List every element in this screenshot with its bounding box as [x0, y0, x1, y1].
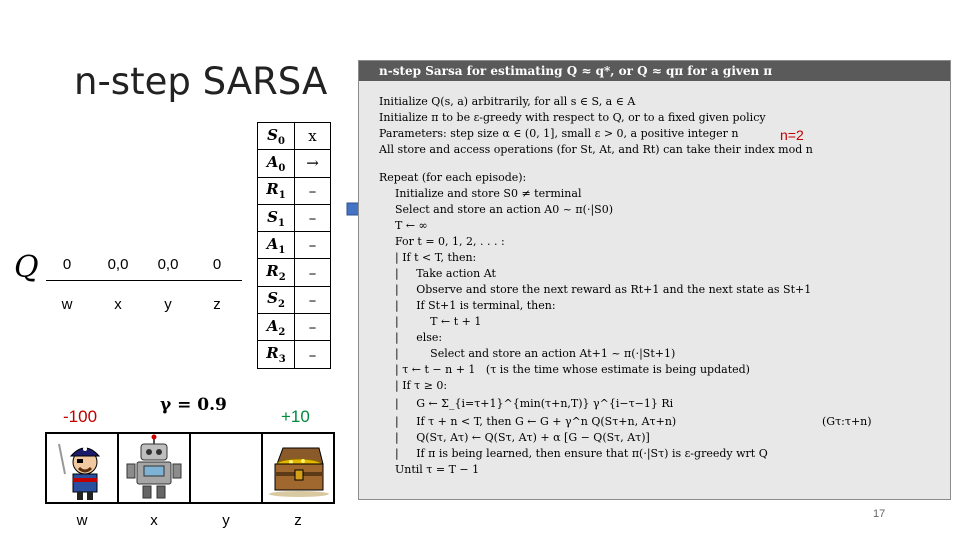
sar-value: – [295, 314, 331, 341]
sar-key: $A_2$ [258, 314, 295, 341]
table-row [258, 150, 331, 177]
algo-line: | else: [395, 331, 443, 344]
n-annotation: n=2 [780, 127, 804, 143]
table-row [258, 259, 331, 286]
algo-line: | Observe and store the next reward as Rt+1 and the next state as St+1 [395, 283, 812, 296]
sar-key: $R_2$ [258, 259, 295, 286]
reward-left: -100 [63, 407, 98, 426]
sar-value: → [295, 150, 331, 177]
sar-trajectory-table [257, 122, 331, 369]
q-state-x: x [114, 296, 122, 313]
algo-line: | τ ← t − n + 1 (τ is the time whose estimate is being updated) [395, 363, 750, 376]
grid-world [45, 432, 335, 504]
q-state-w: w [61, 296, 73, 313]
sar-key: $R_3$ [258, 341, 295, 368]
sar-key: $A_0$ [258, 150, 295, 177]
algo-line: Parameters: step size α ∈ (0, 1], small ε > 0, a positive integer n [379, 127, 739, 140]
algo-line: | G ← Σ_{i=τ+1}^{min(τ+n,T)} γ^{i−τ−1} Ri [395, 397, 674, 410]
algo-line: | If t < T, then: [395, 251, 477, 264]
sar-key: $S_1$ [258, 204, 295, 231]
table-row [258, 232, 331, 259]
q-value-x: 0,0 [107, 256, 129, 273]
grid-label-x: x [150, 512, 158, 529]
algo-line: | Q(Sτ, Aτ) ← Q(Sτ, Aτ) + α [G − Q(Sτ, Aτ)] [395, 431, 650, 444]
robot-icon [119, 434, 189, 502]
table-row [258, 177, 331, 204]
algo-line: | If τ ≥ 0: [395, 379, 448, 392]
algo-line: | If St+1 is terminal, then: [395, 299, 556, 312]
sar-key: $A_1$ [258, 232, 295, 259]
page-number: 17 [873, 508, 886, 520]
q-state-z: z [213, 296, 221, 313]
algo-line: | Take action At [395, 267, 496, 280]
sar-value: – [295, 232, 331, 259]
grid-cell-x [119, 434, 191, 502]
sar-value: – [295, 286, 331, 313]
grid-cell-z [263, 434, 333, 502]
algo-line: Initialize Q(s, a) arbitrarily, for all s ∈ S, a ∈ A [379, 95, 636, 108]
grid-label-y: y [222, 512, 230, 529]
algo-line: For t = 0, 1, 2, . . . : [395, 235, 505, 248]
sar-key: $S_0$ [258, 123, 295, 150]
reward-right: +10 [281, 407, 310, 426]
table-row [258, 314, 331, 341]
q-state-y: y [164, 296, 172, 313]
algo-line: Repeat (for each episode): [379, 171, 527, 184]
algorithm-box [358, 60, 951, 500]
sar-value: x [295, 123, 331, 150]
table-row [258, 204, 331, 231]
q-value-z: 0 [212, 256, 222, 273]
table-row [258, 123, 331, 150]
algo-line: Initialize π to be ε-greedy with respect to Q, or to a fixed given policy [379, 111, 766, 124]
algo-line: Select and store an action A0 ~ π(·|S0) [395, 203, 613, 216]
algo-line: T ← ∞ [395, 219, 428, 232]
slide-title: n-step SARSA [74, 60, 328, 103]
sar-value: – [295, 259, 331, 286]
q-divider [46, 280, 242, 281]
grid-label-w: w [76, 512, 88, 529]
algo-line: All store and access operations (for St, At, and Rt) can take their index mod n [379, 143, 813, 156]
q-value-y: 0,0 [157, 256, 179, 273]
q-label: Q [14, 250, 39, 285]
sar-key: $S_2$ [258, 286, 295, 313]
sar-value: – [295, 204, 331, 231]
pirate-icon [47, 434, 117, 502]
grid-cell-y [191, 434, 263, 502]
algo-line: Until τ = T − 1 [395, 463, 480, 476]
gamma-label: γ = 0.9 [160, 395, 227, 415]
grid-cell-w [47, 434, 119, 502]
algo-line: | If π is being learned, then ensure that π(·|Sτ) is ε-greedy wrt Q [395, 447, 768, 460]
table-row [258, 286, 331, 313]
sar-key: $R_1$ [258, 177, 295, 204]
algo-line: | If τ + n < T, then G ← G + γ^n Q(Sτ+n, Aτ+n) [395, 415, 677, 428]
algo-line: | T ← t + 1 [395, 315, 482, 328]
grid-label-z: z [294, 512, 302, 529]
q-value-w: 0 [62, 256, 72, 273]
algorithm-header: n-step Sarsa for estimating Q ≈ q*, or Q ≈ qπ for a given π [359, 61, 950, 81]
algo-side-note: (Gτ:τ+n) [822, 415, 872, 428]
treasure-chest-icon [263, 434, 333, 502]
sar-value: – [295, 177, 331, 204]
sar-value: – [295, 341, 331, 368]
algo-line: | Select and store an action At+1 ~ π(·|St+1) [395, 347, 676, 360]
table-row [258, 341, 331, 368]
algo-line: Initialize and store S0 ≠ terminal [395, 187, 582, 200]
